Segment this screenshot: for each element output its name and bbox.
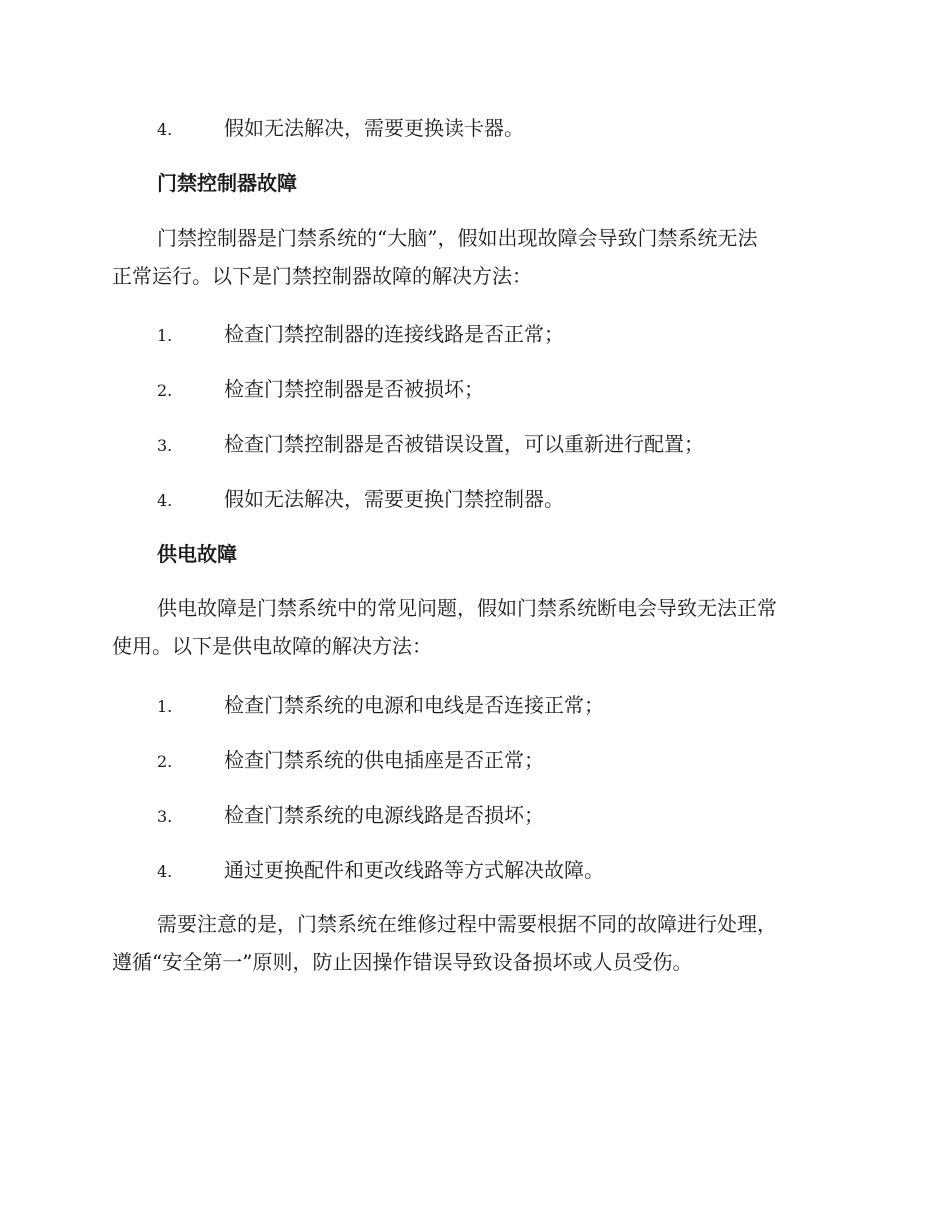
power-step-3	[157, 801, 544, 831]
controller-fault-heading: 门禁控制器故障	[157, 171, 297, 195]
controller-step-3	[157, 430, 704, 460]
power-step-2	[157, 746, 544, 776]
power-step-1	[157, 691, 604, 721]
paragraph-line: 供电故障是门禁系统中的常见问题，假如门禁系统断电会导致无法正常	[157, 596, 777, 620]
controller-step-4	[157, 485, 564, 515]
list-number: 2.	[157, 752, 173, 771]
conclusion-paragraph	[112, 910, 832, 986]
power-fault-heading: 供电故障	[157, 542, 237, 566]
controller-step-1	[157, 320, 564, 350]
list-number: 3.	[157, 436, 173, 455]
list-number: 4.	[157, 120, 173, 139]
paragraph-line: 使用。以下是供电故障的解决方法：	[112, 634, 432, 658]
list-text: 检查门禁系统的电源和电线是否连接正常；	[224, 693, 604, 717]
power-intro-paragraph	[112, 594, 832, 670]
controller-intro-paragraph	[112, 224, 832, 300]
list-number: 2.	[157, 381, 173, 400]
list-text: 假如无法解决，需要更换读卡器。	[224, 116, 524, 140]
list-text: 假如无法解决，需要更换门禁控制器。	[224, 487, 564, 511]
list-text: 检查门禁系统的供电插座是否正常；	[224, 748, 544, 772]
power-step-4	[157, 856, 604, 886]
list-number: 3.	[157, 807, 173, 826]
list-number: 4.	[157, 862, 173, 881]
paragraph-line: 遵循“安全第一”原则，防止因操作错误导致设备损坏或人员受伤。	[112, 950, 693, 974]
list-text: 检查门禁系统的电源线路是否损坏；	[224, 803, 544, 827]
list-number: 1.	[157, 326, 173, 345]
list-text: 通过更换配件和更改线路等方式解决故障。	[224, 858, 604, 882]
list-text: 检查门禁控制器是否被损坏；	[224, 377, 484, 401]
list-text: 检查门禁控制器是否被错误设置，可以重新进行配置；	[224, 432, 704, 456]
paragraph-line: 门禁控制器是门禁系统的“大脑”，假如出现故障会导致门禁系统无法	[157, 226, 758, 250]
list-text: 检查门禁控制器的连接线路是否正常；	[224, 322, 564, 346]
list-number: 4.	[157, 491, 173, 510]
list-number: 1.	[157, 697, 173, 716]
controller-step-2	[157, 375, 484, 405]
paragraph-line: 正常运行。以下是门禁控制器故障的解决方法：	[112, 264, 532, 288]
paragraph-line: 需要注意的是，门禁系统在维修过程中需要根据不同的故障进行处理，	[157, 912, 777, 936]
reader-step-4	[157, 114, 524, 144]
